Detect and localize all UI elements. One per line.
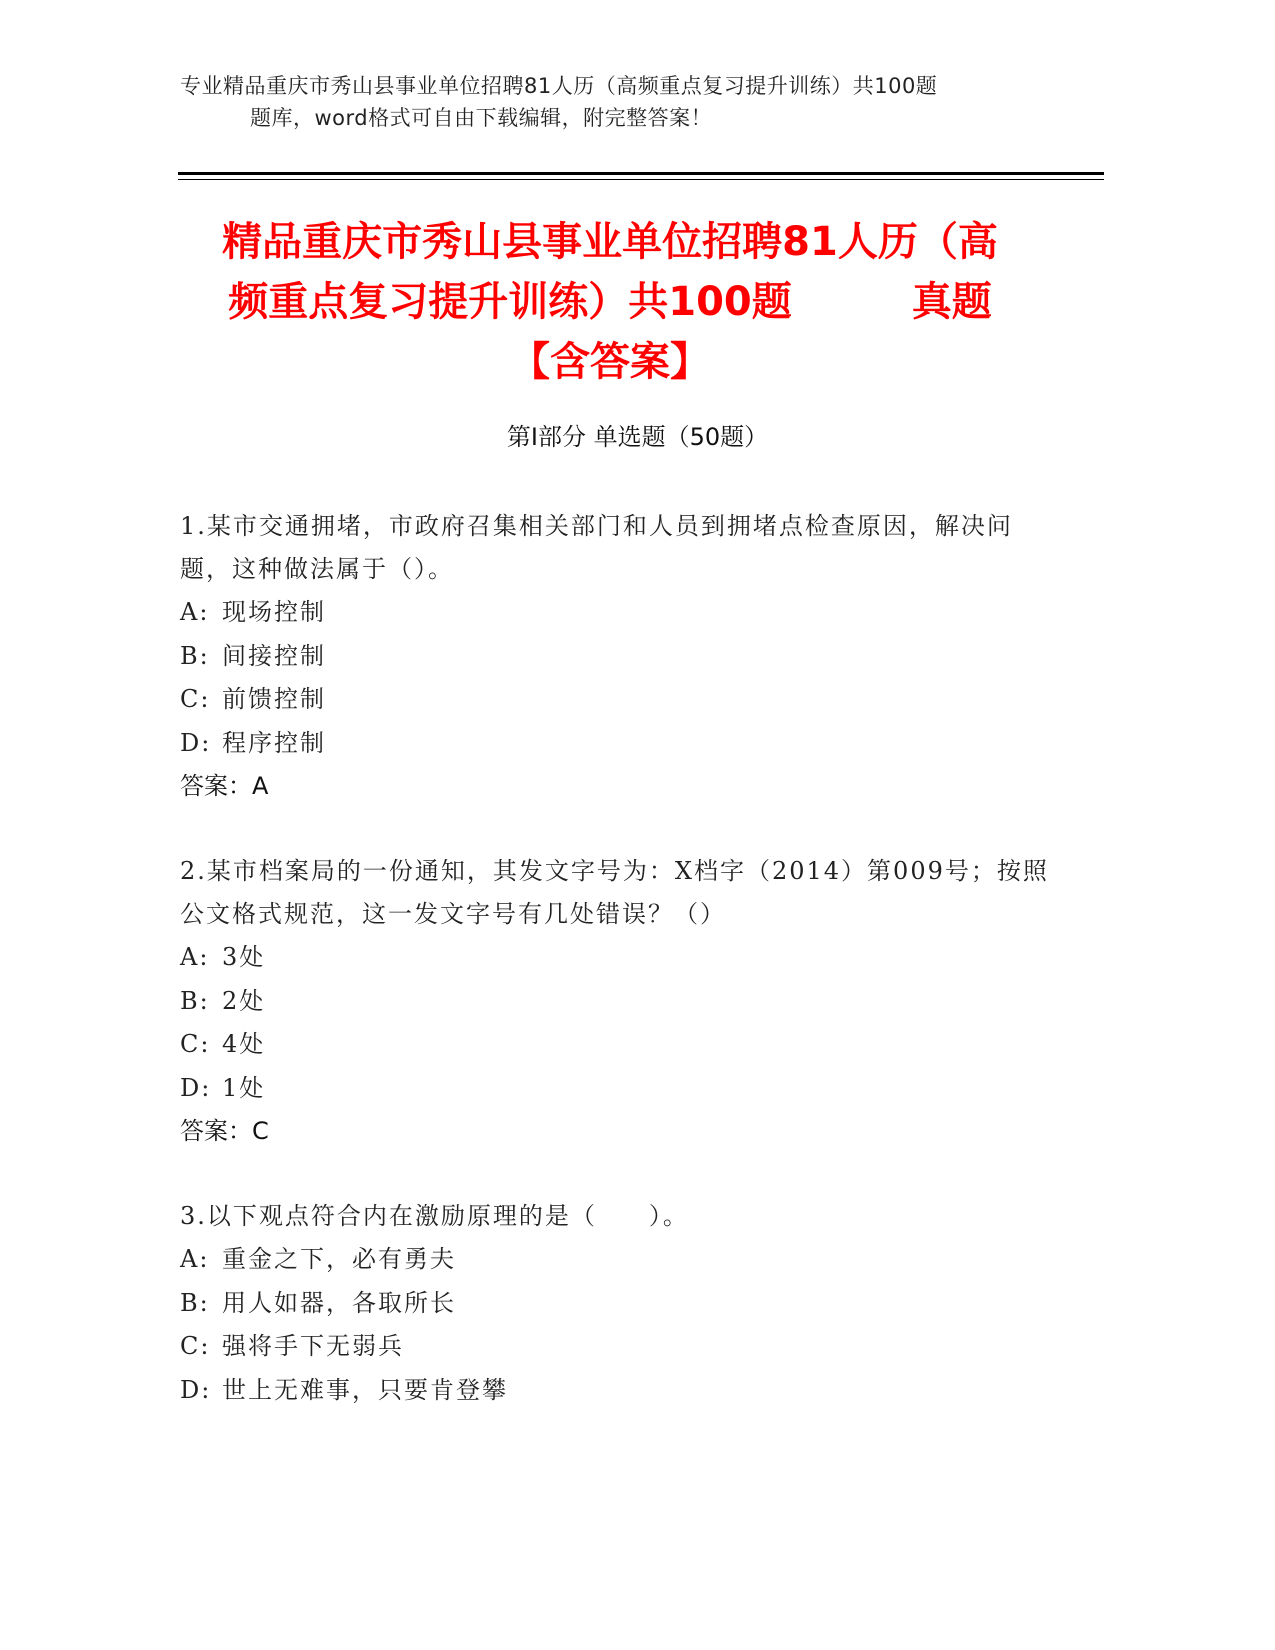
question-option xyxy=(180,635,1060,679)
option-letter: D: xyxy=(180,1073,212,1102)
question-option xyxy=(180,722,1060,766)
header-note-line2: 题库，word格式可自由下载编辑，附完整答案！ xyxy=(250,106,713,130)
option-text: 前馈控制 xyxy=(222,685,326,713)
header-rule-thick xyxy=(178,172,1104,175)
header-rule-thin xyxy=(178,179,1104,180)
option-text: 强将手下无弱兵 xyxy=(222,1332,404,1360)
question-option xyxy=(180,591,1060,635)
question-option xyxy=(180,1023,1060,1067)
option-text: 4处 xyxy=(222,1030,266,1058)
question-item xyxy=(180,850,1060,1153)
option-text: 世上无难事，只要肯登攀 xyxy=(222,1375,508,1404)
question-option xyxy=(180,1067,1060,1111)
question-answer: 答案：C xyxy=(180,1117,269,1145)
question-option xyxy=(180,1282,1060,1326)
question-option xyxy=(180,1369,1060,1413)
document-title xyxy=(170,212,1050,392)
section-title: 第Ⅰ部分 单选题（50题） xyxy=(506,423,769,451)
document-title-line3: 【含答案】 xyxy=(510,339,710,385)
option-text: 1处 xyxy=(222,1073,266,1102)
question-item xyxy=(180,1195,1060,1412)
document-title-line2-tail: 真题 xyxy=(911,279,992,325)
option-text: 2处 xyxy=(222,986,266,1015)
question-list xyxy=(180,505,1060,1454)
question-answer: 答案：A xyxy=(180,772,269,800)
question-option xyxy=(180,936,1060,980)
option-text: 程序控制 xyxy=(222,728,326,757)
option-letter: B: xyxy=(180,986,210,1015)
option-text: 间接控制 xyxy=(222,641,326,670)
question-option xyxy=(180,678,1060,722)
question-stem: 2.某市档案局的一份通知，其发文字号为：X档字（2014）第009号；按照公文格式规范，这一发文字号有几处错误？（） xyxy=(180,857,1049,928)
question-item xyxy=(180,505,1060,808)
document-title-line2 xyxy=(170,272,1050,332)
option-letter: D: xyxy=(180,1375,212,1404)
question-option xyxy=(180,1325,1060,1369)
option-letter: D: xyxy=(180,728,212,757)
option-text: 现场控制 xyxy=(222,598,326,626)
option-text: 3处 xyxy=(222,943,266,971)
option-letter: A: xyxy=(180,598,210,626)
option-letter: B: xyxy=(180,641,210,670)
header-note-line1: 专业精品重庆市秀山县事业单位招聘81人历（高频重点复习提升训练）共100题 xyxy=(180,74,938,98)
option-letter: A: xyxy=(180,943,210,971)
document-title-line1: 精品重庆市秀山县事业单位招聘81人历（高 xyxy=(222,219,998,265)
option-letter: A: xyxy=(180,1245,210,1273)
question-option xyxy=(180,1238,1060,1282)
question-option xyxy=(180,980,1060,1024)
option-text: 用人如器，各取所长 xyxy=(222,1288,456,1317)
document-title-line2-main: 频重点复习提升训练）共100题 xyxy=(228,279,792,325)
question-stem: 3.以下观点符合内在激励原理的是（ ）。 xyxy=(180,1202,689,1230)
option-letter: C: xyxy=(180,1030,211,1058)
question-stem: 1.某市交通拥堵，市政府召集相关部门和人员到拥堵点检查原因，解决问题，这种做法属于（）。 xyxy=(180,512,1013,583)
option-text: 重金之下，必有勇夫 xyxy=(222,1245,456,1273)
option-letter: C: xyxy=(180,1332,211,1360)
option-letter: C: xyxy=(180,685,211,713)
option-letter: B: xyxy=(180,1288,210,1317)
header-note xyxy=(180,70,1060,134)
